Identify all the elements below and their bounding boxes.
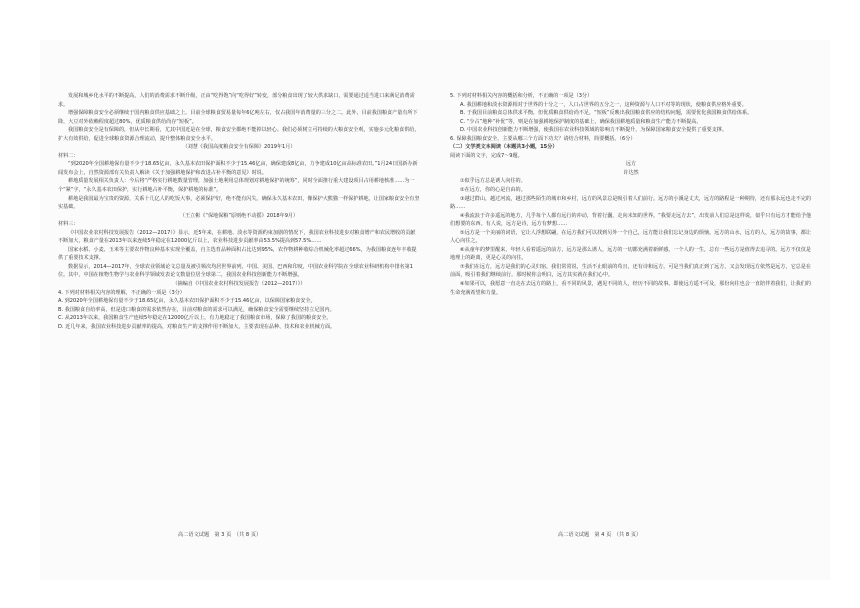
right-page <box>450 92 812 297</box>
left-paragraph-8: 国家水稻、小麦、玉米等主要农作物良种基本实现全覆盖，自主选育品种面积占比达到95%，农作物耕种收综合机械化率超过66%，为我国粮食连年丰收提供了重要技术支撑。 <box>58 246 417 262</box>
essay-paragraph-5: ⑤远方是一个美丽的词语，它让人浮想联翩，在远方我们可以找到另外一个自己，远方能让我们忘记身边的烦恼。远方的山水，远方的人，远方的故事，都让人心向往之。 <box>450 229 811 245</box>
left-source-3: （摘编自《中国农业农村科技发展报告（2012—2017）》） <box>172 281 306 288</box>
section-heading-literary: （二）文学类文本阅读（本题共3小题，15分） <box>450 144 558 151</box>
essay-paragraph-7: ⑦我们在远方，远方是我们的心灵归宿，我们常常说，生活不止眼前的苟且，还有诗和远方。可是当我们真正到了远方，又会发现远方依然是远方，它总是在前面，吸引着我们继续前行。那时候你会明白，远方其实就在我们心中。 <box>450 263 811 279</box>
essay-title: 远方 <box>625 161 637 168</box>
question-4-option-c: C. 从2013年以来，我国粮食生产连续5年稳定在12000亿斤以上，有力地稳定了我国粮食市场，保障了我国的粮食安全。 <box>58 315 332 322</box>
question-5-option-a: A. 我国耕地和淡水资源相对于世界的十分之一，人口占世界的五分之一，这种资源与人口不对等的现状，使粮食供应格外重要。 <box>460 101 747 108</box>
left-material-3-heading: 材料三： <box>58 221 79 228</box>
essay-paragraph-3: ③越过群山，越过河流，越过那些陌生的城市和乡村，远方的风景总是吸引着人们前行。远方的小溪是丈夫，远方的路程是一种期待，还有那永远也走不完的路…… <box>450 195 811 211</box>
left-paragraph-7: 《中国农业农村科技发展报告（2012—2017）》显示，近5年来，在耕地、淡水等资源约束加剧的情况下，我国农业科技进步对粮食增产和农民增收的贡献不断加大，粮食产量在2013年以来连续5年稳定在12000亿斤以上，农业科技进步贡献率由53.5%提高到57.5%…… <box>58 229 416 245</box>
question-4-option-b: B. 我国粮食自给率高，但是进口粮食的需求依然存在，目前对粮食的需求可以满足，确保粮食安全需要继续坚持立足国内。 <box>58 306 335 313</box>
left-paragraph-5: 耕地质量发展相关负责人：今后将“严格实行耕地数量管理，加强土地利用总体规划对耕地保护的统筹”，同时全面推行重大建设项目占用耕地核准……为一个“紧”字，“永久基本农田保护，实行耕地占补平衡，保护耕地的标准”。 <box>58 178 415 194</box>
question-5-option-d: D. 中国农业科技创新能力不断增强，使我国在农业科技领域的影响力不断提升，为保障国家粮食安全提供了重要支撑。 <box>460 127 727 134</box>
question-5-option-c: C. “少占”地种“补优”等，则是在加强耕地保护制度的基础上，确保我国耕地质量和粮食生产能力不断提高。 <box>460 118 702 125</box>
left-paragraph-1: 发展和城乡化水平的不断提高，人们的消费需求不断升级，正由“吃得饱”向“吃得好”转变，部分粮食出现了较大供求缺口，需要通过适当进口来满足消费需求。 <box>58 93 415 108</box>
reading-instruction: 阅读下面的文字，完成7～9题。 <box>450 152 523 159</box>
left-paragraph-4: “到2020年全国耕地保有量不少于18.65亿亩，永久基本农田保护面积不少于15.46亿亩，确保建成8亿亩，力争建成10亿亩高标准农田。”1月24日国新办新闻发布会上，自然资源部有关负责人解读《关于加强耕地保护和改进占补平衡的意见》时说。 <box>58 161 418 176</box>
question-4-option-a: A. 到2020年全国耕地保有量不少于18.65亿亩，永久基本农田保护面积不少于15.46亿亩，以保障国家粮食安全。 <box>58 298 316 305</box>
question-5: 5. 下列对材料相关内容的概括和分析，不正确的一项是（3分） <box>450 93 593 99</box>
question-4: 4. 下列对材料相关内容的理解，不正确的一项是（3分） <box>58 289 185 296</box>
left-source-1: （刘慧《我国高度粮食安全有保障》2019年1月） <box>182 144 296 151</box>
question-6: 6. 保障我国粮食安全，主要从哪三个方面下功夫？请结合材料，简要概括。（6分） <box>450 135 636 142</box>
left-page <box>58 92 420 331</box>
essay-paragraph-1: ①似乎远方总是诱人向往的。 <box>460 178 526 185</box>
essay-paragraph-8: ⑧如果可以，我愿意一直走在去远方的路上，看不同的风景，遇见不同的人，经历不同的故事。即使远方遥不可及，那份向往也会一直陪伴着我们，让我们的生命充满希望和力量。 <box>450 281 811 296</box>
left-paragraph-3: 我国粮食安全是有保障的，但从中长期看，尤其中国近是在全球，粮食安全都绝不能掉以轻心。我们必须树立可持续的大粮食安全观，实施多元化粮食供给，扩大有效供给，促进全球粮食资源合理流动，提升整体粮食安全水平。 <box>58 127 420 142</box>
left-material-2-heading: 材料二： <box>58 152 79 159</box>
left-paragraph-2: 增强保障粮食安全必须继续于国内粮食供应基础之上。目前全球粮食贸易量每年6亿吨左右，仅占我国年消费量的三分之二。此外，目前我国粮食产量有所下降，大豆对外依赖程度超过80%，优质粮食供给尚存“短板”。 <box>58 110 418 125</box>
left-source-2: （王立彬《“保地保粮”原则绝不动摇》2018年9月） <box>179 212 299 219</box>
essay-paragraph-6: ⑥从童年的梦里醒来，年轻人看着遥远的前方，远方是那么诱人，远方的一切都充满着新鲜感。一个人的一生，总有一些远方是值得去追寻的。远方不仅仅是地理上的距离，更是心灵的向往。 <box>450 246 811 262</box>
essay-author: 许达然 <box>623 169 639 176</box>
left-paragraph-6: 耕地是我国最为宝贵的资源，关系十几亿人的吃饭大事，必须保护好，绝不能有闪失。确保永久基本农田，像保护大熊猫一样保护耕地，让国家粮食安全有坚实基础。 <box>58 195 420 211</box>
question-5-option-b: B. 于我国目前粮食总体供求平衡，但优质粮食供给尚不足，“短板”反映出我国粮食供应的结构问题，需要优化我国粮食供给体系。 <box>460 110 753 117</box>
question-4-option-d: D. 近几年来，我国农业科技进步贡献率的提高，对粮食生产的支撑作用不断加大，主要表现在品种、技术和农业机械方面。 <box>58 323 336 330</box>
right-page-footer: 高二语文试题 第 4 页 （共 8 页） <box>558 532 642 538</box>
left-paragraph-9: 数据显示，2014—2017年，全球农业领域论文总量及被引频次均居世界前列，中国、美国、巴西和印度，中国农业科学院在全球农业科研机构中排名第1位。其中，中国在植物生物学与农业科学领域发表论文数量位居全球第二，我国农业科技创新能力不断增强。 <box>58 263 413 279</box>
essay-paragraph-4: ④我流浪于许多遥远的地方，几乎每个人都有远行的冲动，背着行囊，走向未知的世界。“我要走远方去”，出发前人们总是这样说，似乎只有远方才能给予他们想要的东西。有人说，远方是诗，远方有梦想…… <box>450 212 812 228</box>
essay-paragraph-2: ②在远方，你的心是自由的。 <box>460 187 526 194</box>
left-page-footer: 高二语文试题 第 3 页 （共 8 页） <box>178 532 262 538</box>
